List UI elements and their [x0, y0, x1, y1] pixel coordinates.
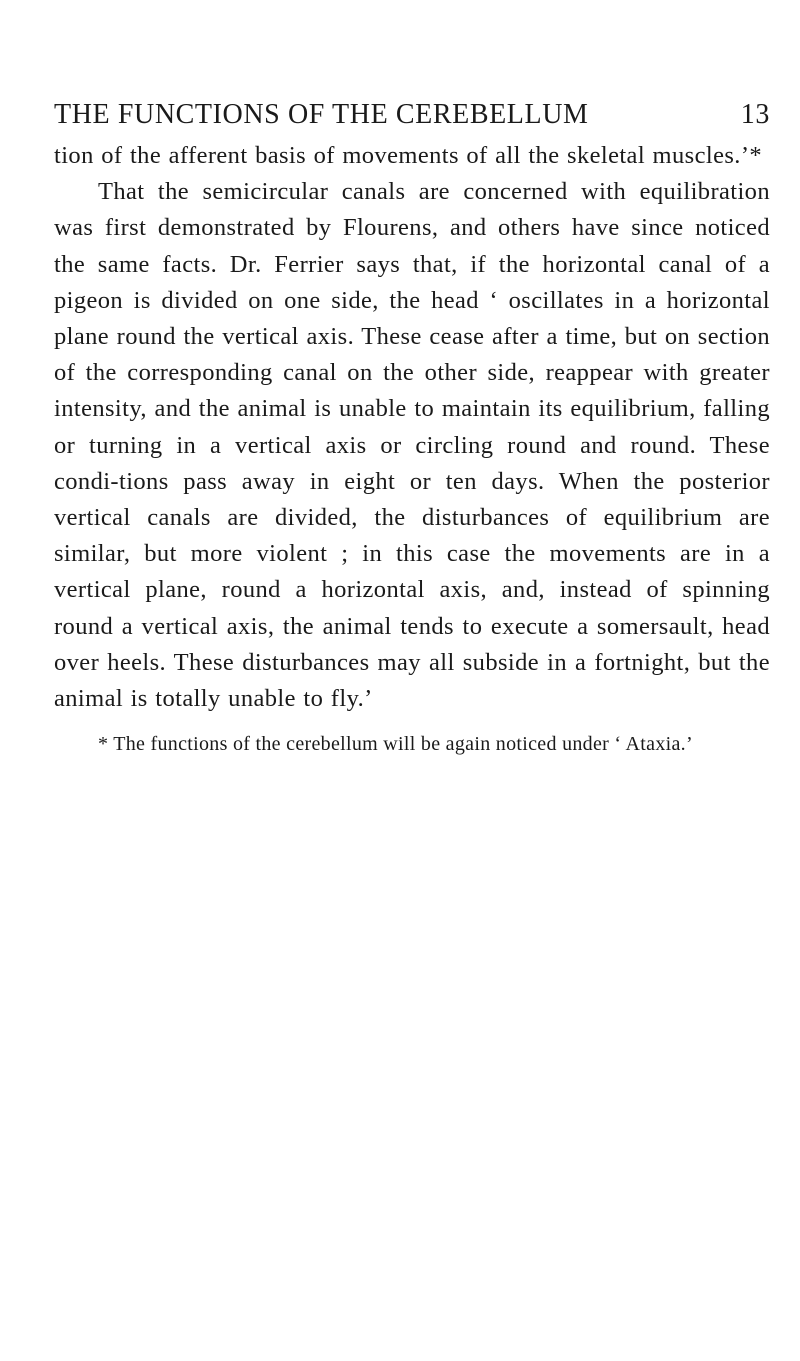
footnote: * The functions of the cerebellum will be again noticed under ‘ Ataxia.’ [98, 733, 693, 756]
body-text [54, 138, 770, 717]
running-head [54, 96, 770, 134]
paragraph-continuation: tion of the afferent basis of movements of all the skeletal muscles.’* [54, 142, 763, 169]
page-number: 13 [740, 99, 770, 130]
running-head-title: THE FUNCTIONS OF THE CEREBELLUM [54, 99, 589, 130]
book-page [54, 96, 770, 757]
paragraph-semicircular-canals: That the semicircular canals are concerned with equilibration was first demonstrated by Flourens, and others have since noticed the same facts. Dr. Ferrier says that, if the horizontal canal of a pigeon is divided on one side, the head ‘ oscillates in a horizontal plane round the vertical axis. These cease after a time, but on section of the corresponding canal on the other side, reappear with greater intensity, and the animal is unable to maintain its equilibrium, falling or turning in a vertical axis or circling round and round. These condi-tions pass away in eight or ten days. When the posterior vertical canals are divided, the disturbances of equilibrium are similar, but more violent ; in this case the movements are in a vertical plane, round a horizontal axis, and, instead of spinning round a vertical axis, the animal tends to execute a somersault, head over heels. These disturbances may all subside in a fortnight, but the animal is totally unable to fly.’ [54, 178, 770, 713]
